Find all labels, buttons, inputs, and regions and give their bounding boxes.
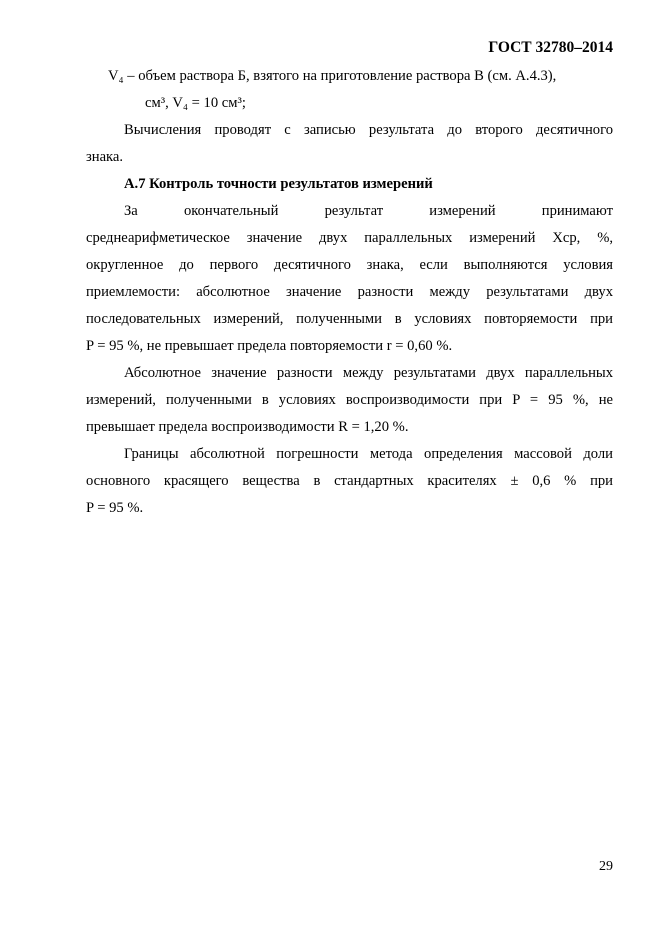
text-line: превышает предела воспроизводимости R = 1,20 %.: [86, 419, 409, 435]
text-line: P = 95 %.: [86, 500, 144, 516]
text-line: округленное до первого десятичного знака, если выполняются условия: [86, 257, 613, 273]
text-line: см³, V₄ = 10 см³;: [145, 95, 246, 111]
page-number: 29: [599, 859, 613, 874]
text-line: измерений, полученными в условиях воспроизводимости при P = 95 %, не: [86, 392, 613, 408]
text-line: основного красящего вещества в стандартных красителях ± 0,6 % при: [86, 473, 613, 489]
text-line: знака.: [86, 149, 124, 165]
document-standard-header: ГОСТ 32780–2014: [488, 39, 613, 56]
text-line: P = 95 %, не превышает предела повторяемости r = 0,60 %.: [86, 338, 453, 354]
text-line: Абсолютное значение разности между результатами двух параллельных: [124, 365, 613, 381]
text-line: приемлемости: абсолютное значение разности между результатами двух: [86, 284, 613, 300]
text-line: Вычисления проводят с записью результата до второго десятичного: [124, 122, 613, 138]
text-line: За окончательный результат измерений принимают: [124, 203, 613, 219]
text-line: V₄ – объем раствора Б, взятого на приготовление раствора В (см. А.4.3),: [108, 68, 557, 84]
section-heading: А.7 Контроль точности результатов измерений: [124, 176, 433, 192]
text-line: среднеарифметическое значение двух параллельных измерений Xср, %,: [86, 230, 613, 246]
text-line: Границы абсолютной погрешности метода определения массовой доли: [124, 446, 613, 462]
text-line: последовательных измерений, полученными в условиях повторяемости при: [86, 311, 613, 327]
